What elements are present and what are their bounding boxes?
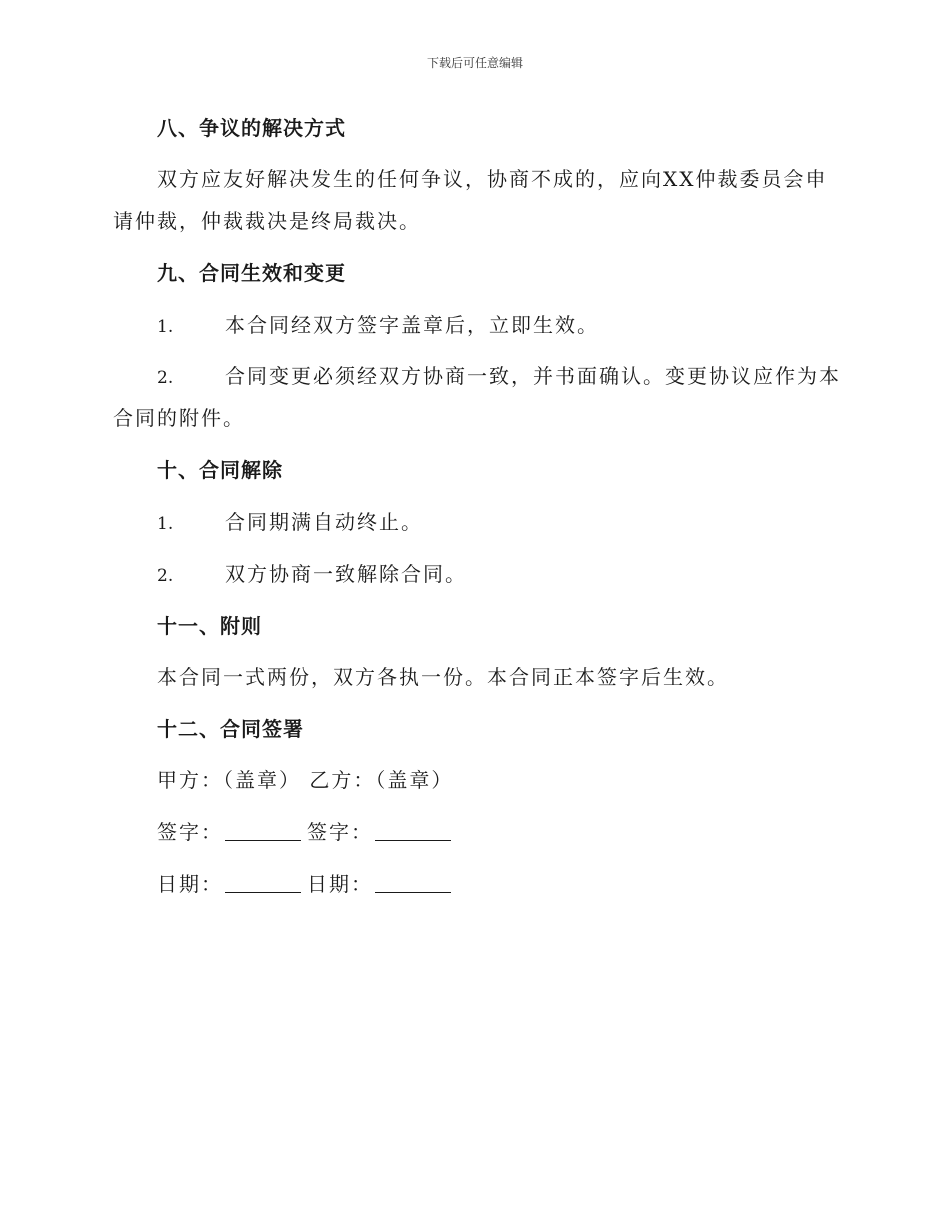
section-9-item-2: [157, 364, 841, 390]
section-8-body-line-1: 双方应友好解决发生的任何争议，协商不成的，应向XX仲裁委员会申: [157, 167, 828, 191]
item-text: 合同期满自动终止。: [225, 510, 423, 534]
section-9-item-1: [157, 313, 599, 339]
sign-label-party-b: 签字：: [307, 820, 373, 844]
date-label-party-a: 日期：: [157, 872, 223, 896]
section-10-heading: 十、合同解除: [157, 458, 283, 482]
item-number: 1.: [157, 317, 174, 337]
item-text: 双方协商一致解除合同。: [225, 562, 467, 586]
section-9-item-2-continuation: 合同的附件。: [113, 406, 245, 430]
section-8-heading: 八、争议的解决方式: [157, 116, 346, 140]
item-text: 合同变更必须经双方协商一致，并书面确认。变更协议应作为本: [225, 364, 841, 388]
item-number: 2.: [157, 566, 174, 586]
section-11-body: 本合同一式两份，双方各执一份。本合同正本签字后生效。: [157, 665, 729, 689]
date-label-party-b: 日期：: [307, 872, 373, 896]
section-11-heading: 十一、附则: [157, 614, 262, 638]
page-header: 下载后可任意编辑: [426, 56, 523, 70]
parties-line: 甲方：（盖章） 乙方：（盖章）: [157, 768, 454, 792]
item-number: 1.: [157, 514, 174, 534]
section-12-heading: 十二、合同签署: [157, 717, 304, 741]
section-8-body-line-2: 请仲裁，仲裁裁决是终局裁决。: [113, 209, 421, 233]
item-number: 2.: [157, 368, 174, 388]
item-text: 本合同经双方签字盖章后，立即生效。: [225, 313, 599, 337]
date-line: [157, 872, 457, 896]
signature-blank-party-a: [225, 822, 301, 841]
sign-label-party-a: 签字：: [157, 820, 223, 844]
signature-blank-party-b: [375, 822, 451, 841]
section-10-item-1: [157, 510, 423, 536]
date-blank-party-b: [375, 874, 451, 893]
date-blank-party-a: [225, 874, 301, 893]
signature-line: [157, 820, 457, 844]
section-9-heading: 九、合同生效和变更: [157, 261, 346, 285]
section-10-item-2: [157, 562, 467, 588]
